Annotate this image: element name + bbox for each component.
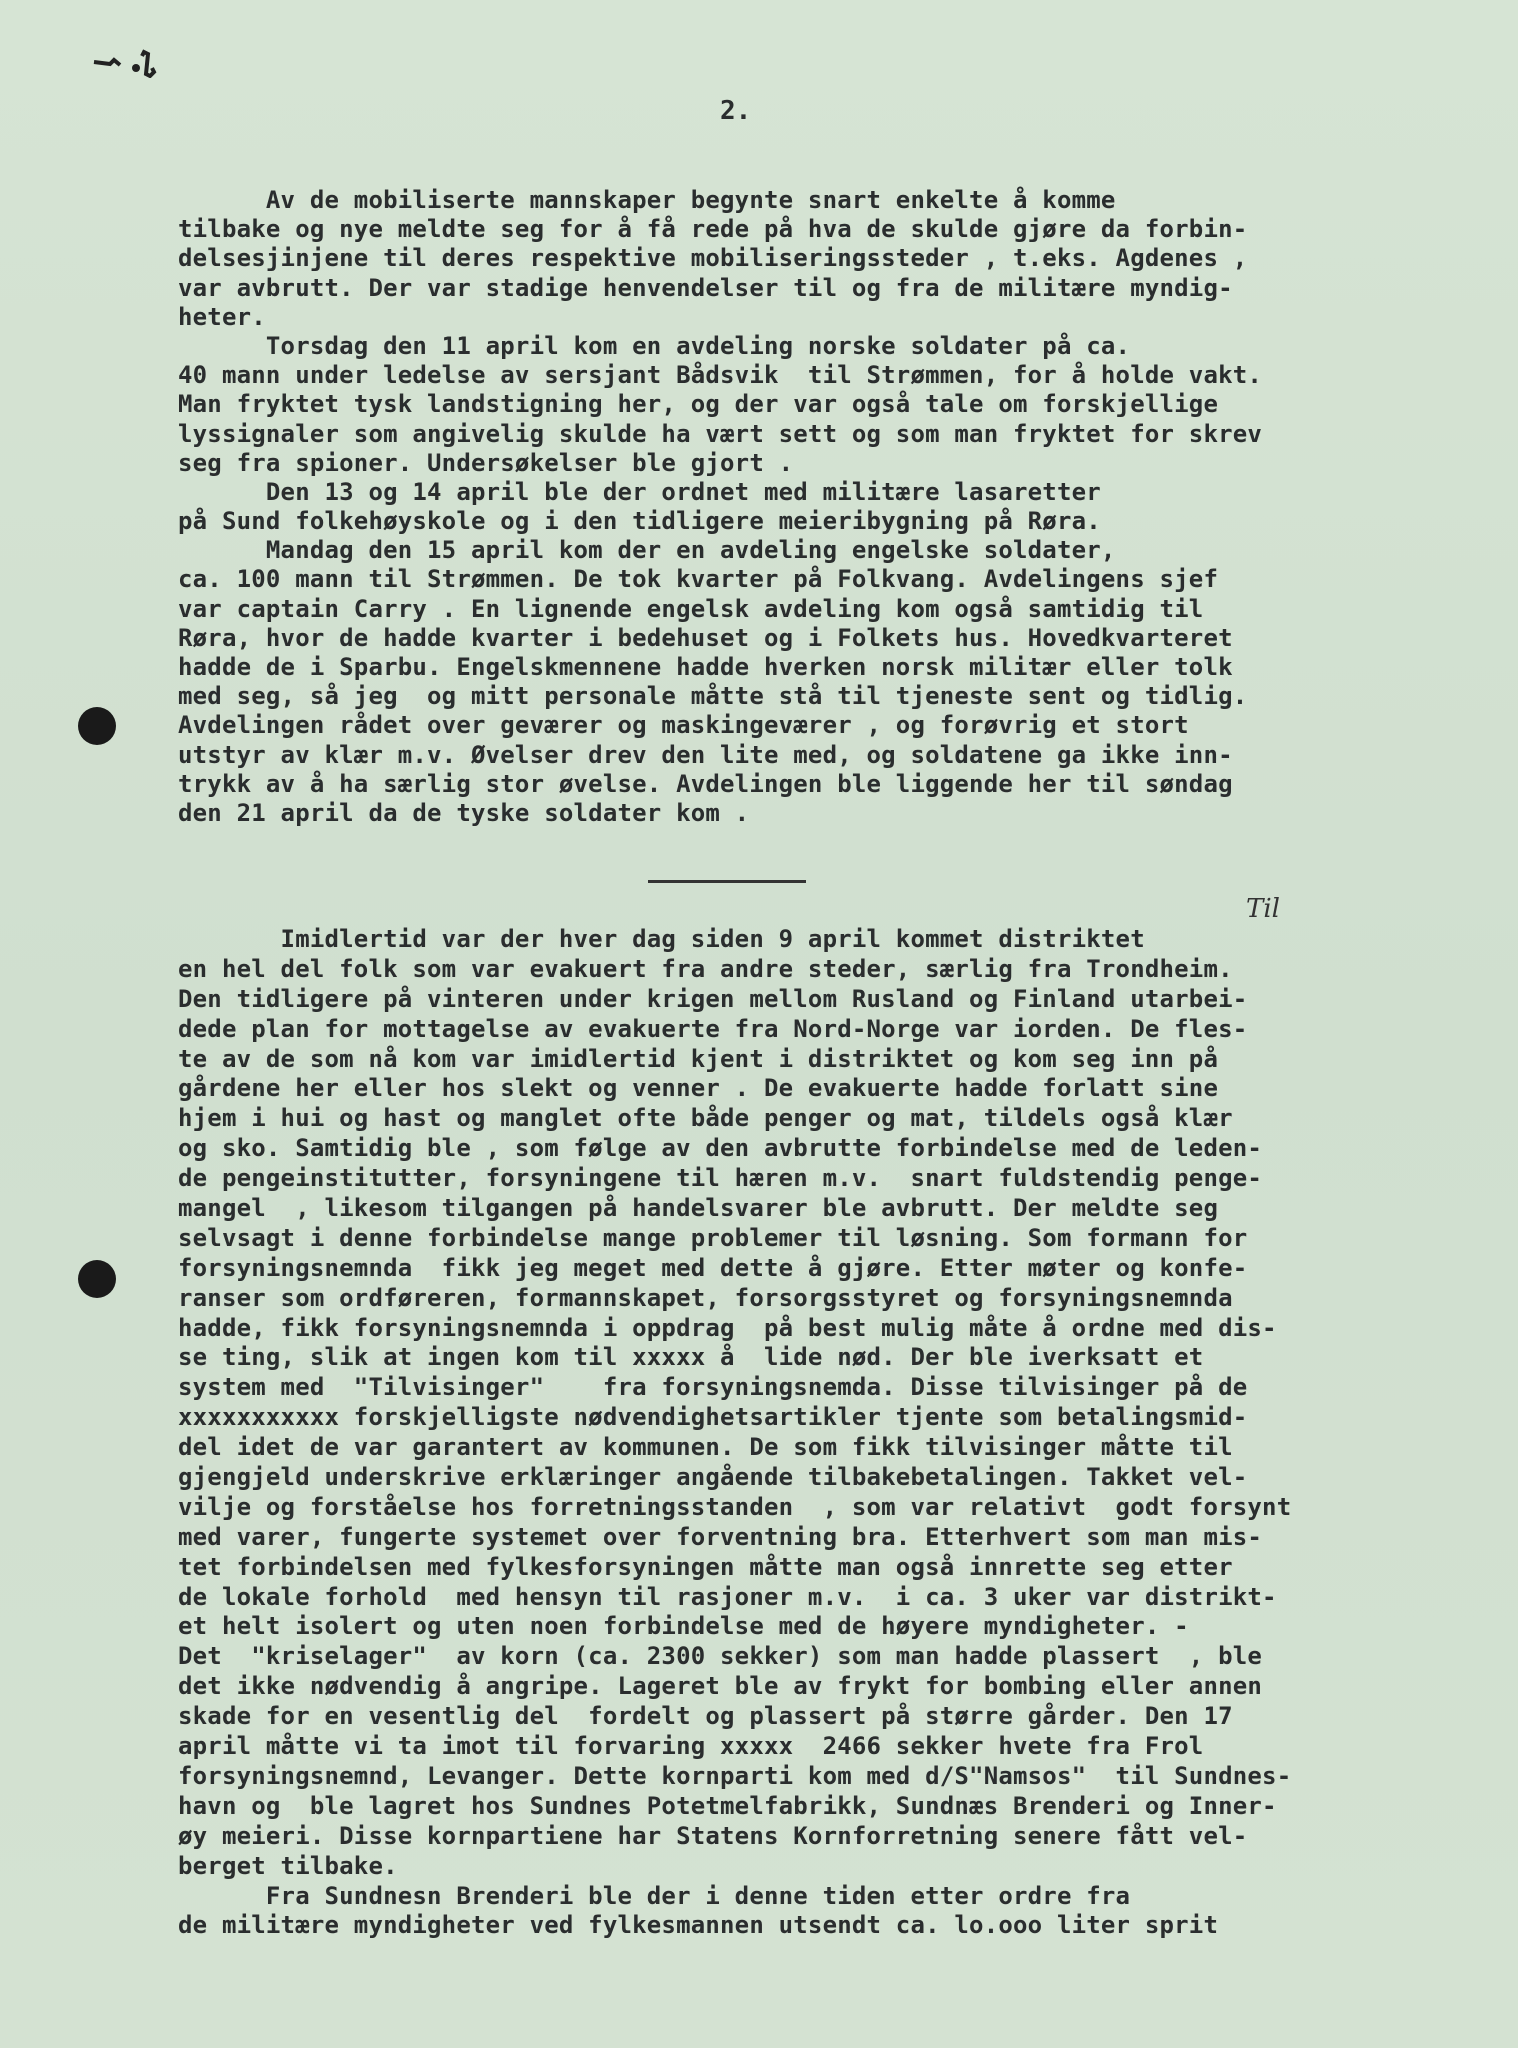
section-1-text xyxy=(178,186,1478,828)
text-line: et helt isolert og uten noen forbindelse med de høyere myndigheter. - xyxy=(178,1612,1189,1641)
text-line: te av de som nå kom var imidlertid kjent i distriktet og kom seg inn på xyxy=(178,1044,1219,1073)
text-line: berget tilbake. xyxy=(178,1851,398,1880)
text-line: øy meieri. Disse kornpartiene har Statens Kornforretning senere fått vel- xyxy=(178,1821,1248,1850)
text-line: dede plan for mottagelse av evakuerte fra Nord-Norge var iorden. De fles- xyxy=(178,1014,1248,1043)
text-line: Torsdag den 11 april kom en avdeling norske soldater på ca. xyxy=(178,331,1131,360)
text-line: Den tidligere på vinteren under krigen mellom Rusland og Finland utarbei- xyxy=(178,984,1248,1013)
text-line: de pengeinstitutter, forsyningene til hæren m.v. snart fuldstendig penge- xyxy=(178,1164,1263,1193)
text-line: skade for en vesentlig del fordelt og plassert på større gårder. Den 17 xyxy=(178,1702,1233,1731)
text-line: mangel , likesom tilgangen på handelsvarer ble avbrutt. Der meldte seg xyxy=(178,1194,1219,1223)
text-line: delsesjinjene til deres respektive mobiliseringssteder , t.eks. Agdenes , xyxy=(178,244,1248,273)
section-divider xyxy=(648,880,806,883)
text-line: april måtte vi ta imot til forvaring xxxxx 2466 sekker hvete fra Frol xyxy=(178,1732,1204,1761)
text-line: hadde de i Sparbu. Engelskmennene hadde hverken norsk militær eller tolk xyxy=(178,653,1233,681)
text-line: ca. 100 mann til Strømmen. De tok kvarter på Folkvang. Avdelingens sjef xyxy=(178,565,1219,594)
section-2-text xyxy=(178,925,1478,1941)
text-line: seg fra spioner. Undersøkelser ble gjort . xyxy=(178,448,794,477)
text-line: med seg, så jeg og mitt personale måtte stå til tjeneste sent og tidlig. xyxy=(178,682,1248,711)
text-line: lyssignaler som angivelig skulde ha vært sett og som man fryktet for skrev xyxy=(178,419,1263,448)
punch-hole-icon xyxy=(78,1260,116,1298)
ink-mark-icon xyxy=(92,48,192,78)
text-line: del idet de var garantert av kommunen. De som fikk tilvisinger måtte til xyxy=(178,1433,1233,1462)
text-line: heter. xyxy=(178,302,266,331)
text-line: havn og ble lagret hos Sundnes Potetmelfabrikk, Sundnæs Brenderi og Inner- xyxy=(178,1791,1277,1820)
text-line: Fra Sundnesn Brenderi ble der i denne tiden etter ordre fra xyxy=(178,1881,1131,1910)
text-line: de militære myndigheter ved fylkesmannen utsendt ca. lo.ooo liter sprit xyxy=(178,1911,1219,1940)
text-line: tilbake og nye meldte seg for å få rede på hva de skulde gjøre da forbin- xyxy=(178,215,1248,244)
text-line: og sko. Samtidig ble , som følge av den avbrutte forbindelse med de leden- xyxy=(178,1134,1263,1163)
text-line: med varer, fungerte systemet over forventning bra. Etterhvert som man mis- xyxy=(178,1522,1263,1551)
text-line: den 21 april da de tyske soldater kom . xyxy=(178,798,750,827)
text-line: hjem i hui og hast og manglet ofte både penger og mat, tildels også klær xyxy=(178,1104,1233,1133)
text-line: se ting, slik at ingen kom til xxxxx å lide nød. Der ble iverksatt et xyxy=(178,1343,1204,1372)
text-line: Det "kriselager" av korn (ca. 2300 sekker) som man hadde plassert , ble xyxy=(178,1642,1263,1671)
text-line: var avbrutt. Der var stadige henvendelser til og fra de militære myndig- xyxy=(178,273,1233,302)
text-line: var captain Carry . En lignende engelsk avdeling kom også samtidig til xyxy=(178,594,1204,623)
handwritten-note: Til xyxy=(1246,894,1280,924)
text-line: tet forbindelsen med fylkesforsyningen måtte man også innrette seg etter xyxy=(178,1552,1233,1581)
text-line: hadde, fikk forsyningsnemnda i oppdrag på best mulig måte å ordne med dis- xyxy=(178,1313,1277,1342)
text-line: gårdene her eller hos slekt og venner . De evakuerte hadde forlatt sine xyxy=(178,1074,1219,1103)
text-line: Man fryktet tysk landstigning her, og der var også tale om forskjellige xyxy=(178,390,1219,419)
text-line: gjengjeld underskrive erklæringer angående tilbakebetalingen. Takket vel- xyxy=(178,1463,1248,1492)
text-line: Den 13 og 14 april ble der ordnet med militære lasaretter xyxy=(178,477,1101,506)
punch-hole-icon xyxy=(78,707,116,745)
text-line: en hel del folk som var evakuert fra andre steder, særlig fra Trondheim. xyxy=(178,954,1233,983)
text-line: 40 mann under ledelse av sersjant Bådsvik til Strømmen, for å holde vakt. xyxy=(178,361,1263,390)
text-line: forsyningsnemnda fikk jeg meget med dette å gjøre. Etter møter og konfe- xyxy=(178,1253,1248,1282)
text-line: utstyr av klær m.v. Øvelser drev den lite med, og soldatene ga ikke inn- xyxy=(178,740,1233,769)
text-line: system med "Tilvisinger" fra forsyningsnemda. Disse tilvisinger på de xyxy=(178,1373,1248,1402)
text-line: xxxxxxxxxxx forskjelligste nødvendighetsartikler tjente som betalingsmid- xyxy=(178,1403,1248,1432)
text-line: Røra, hvor de hadde kvarter i bedehuset og i Folkets hus. Hovedkvarteret xyxy=(178,623,1233,652)
text-line: Av de mobiliserte mannskaper begynte snart enkelte å komme xyxy=(178,186,1116,214)
text-line: Avdelingen rådet over geværer og maskingeværer , og forøvrig et stort xyxy=(178,711,1189,740)
text-line: de lokale forhold med hensyn til rasjoner m.v. i ca. 3 uker var distrikt- xyxy=(178,1582,1277,1611)
text-line: ranser som ordføreren, formannskapet, forsorgsstyret og forsyningsnemnda xyxy=(178,1283,1233,1312)
text-line: selvsagt i denne forbindelse mange problemer til løsning. Som formann for xyxy=(178,1223,1248,1252)
text-line: vilje og forståelse hos forretningsstanden , som var relativt godt forsynt xyxy=(178,1492,1292,1521)
text-line: Mandag den 15 april kom der en avdeling engelske soldater, xyxy=(178,536,1116,565)
text-line: forsyningsnemnd, Levanger. Dette kornparti kom med d/S"Namsos" til Sundnes- xyxy=(178,1761,1292,1790)
page-number: 2. xyxy=(720,96,752,126)
text-line: Imidlertid var der hver dag siden 9 april kommet distriktet xyxy=(178,925,1145,953)
text-line: på Sund folkehøyskole og i den tidligere meieribygning på Røra. xyxy=(178,507,1101,536)
text-line: det ikke nødvendig å angripe. Lageret ble av frykt for bombing eller annen xyxy=(178,1672,1263,1701)
text-line: trykk av å ha særlig stor øvelse. Avdelingen ble liggende her til søndag xyxy=(178,769,1233,798)
